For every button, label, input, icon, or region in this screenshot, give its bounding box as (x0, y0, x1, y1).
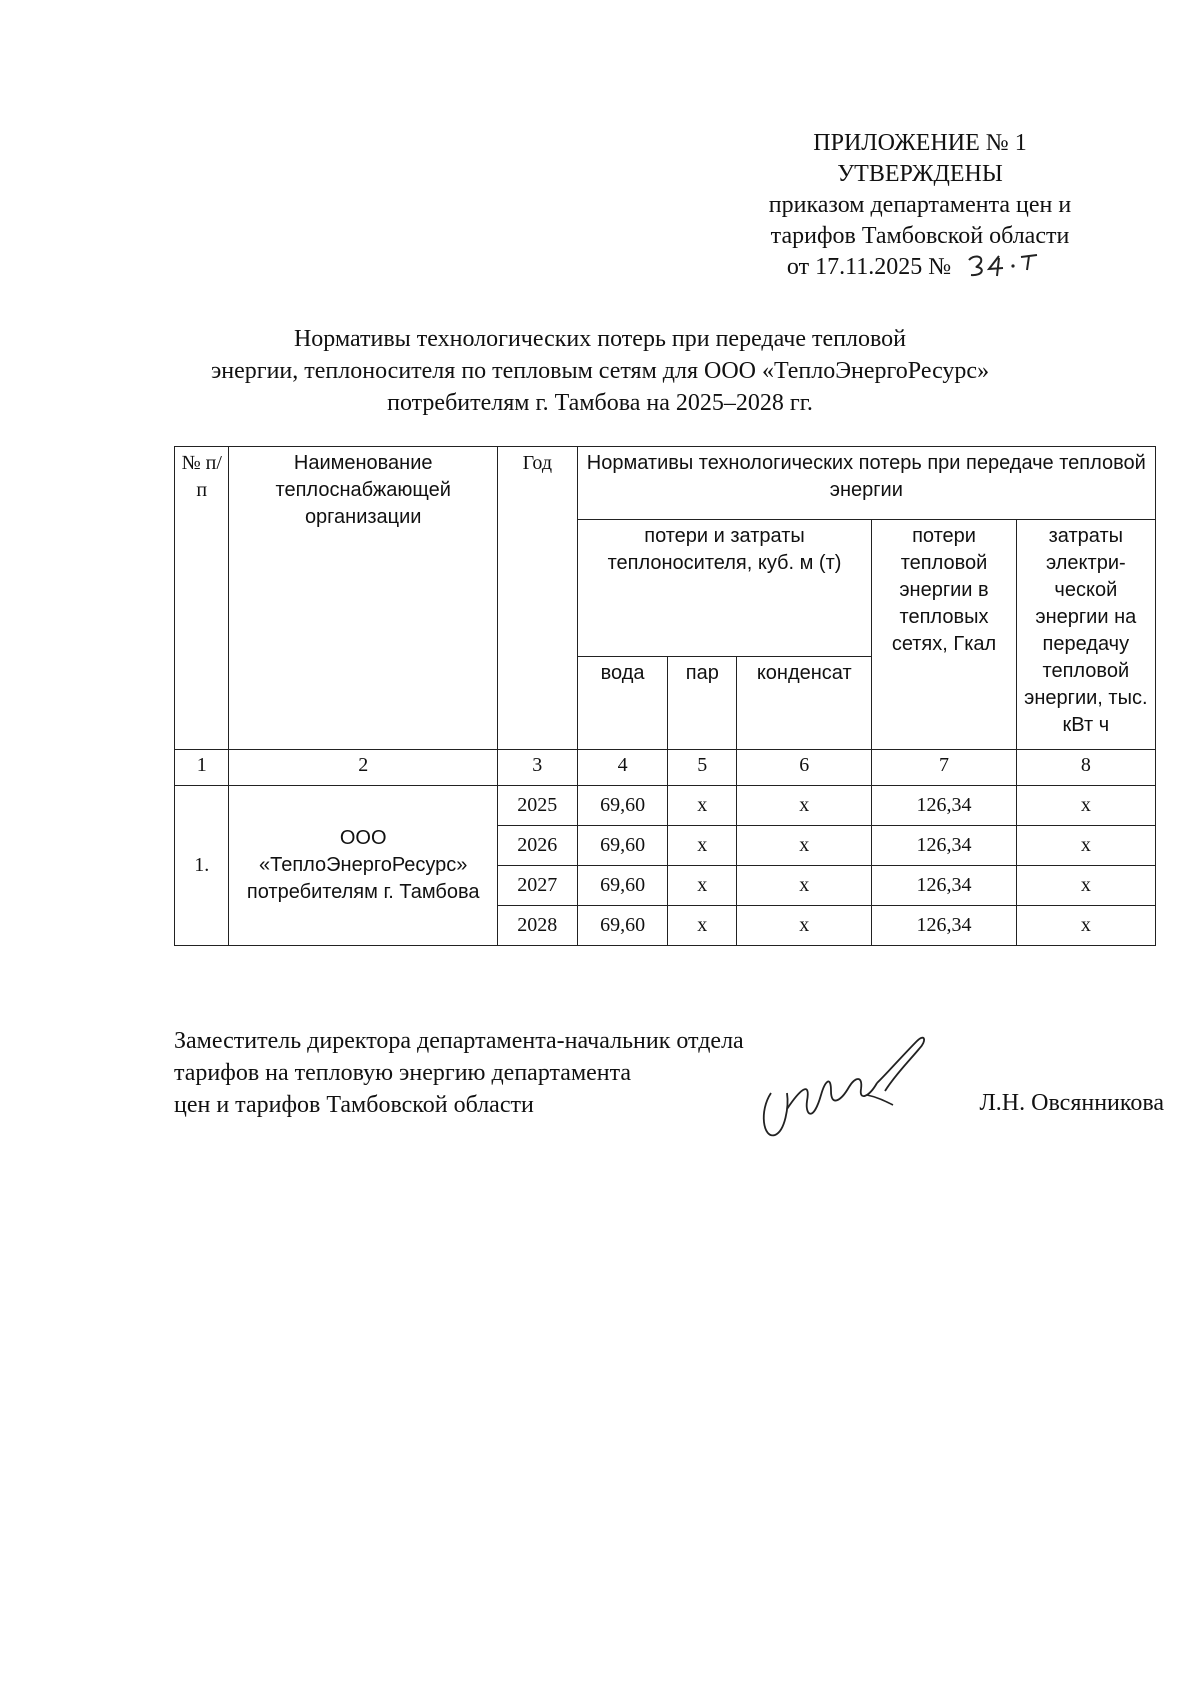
electric-cell: x (1016, 786, 1155, 826)
condensate-cell: x (737, 786, 872, 826)
table-row (175, 786, 1156, 826)
water-cell: 69,60 (577, 906, 668, 946)
condensate-cell: x (737, 866, 872, 906)
entry-number: 1. (175, 786, 229, 946)
order-date-line (700, 252, 1140, 283)
heat-cell: 126,34 (872, 786, 1016, 826)
signer-position-line-3: цен и тарифов Тамбовской области (174, 1092, 534, 1118)
entry-organization: ООО «ТеплоЭнергоРесурс» потребителям г. Тамбова (229, 786, 497, 946)
order-date: от 17.11.2025 № (786, 254, 952, 280)
year-cell: 2026 (497, 826, 577, 866)
column-number: 3 (497, 750, 577, 786)
heat-cell: 126,34 (872, 866, 1016, 906)
title-line-3: потребителям г. Тамбова на 2025–2028 гг. (387, 390, 813, 416)
order-line-1: приказом департамента цен и (768, 192, 1072, 218)
handwritten-signature (749, 1031, 929, 1141)
water-cell: 69,60 (577, 826, 668, 866)
electric-cell: x (1016, 826, 1155, 866)
electric-cell: x (1016, 906, 1155, 946)
year-cell: 2027 (497, 866, 577, 906)
document-title (150, 323, 1050, 419)
header-num: № п/п (175, 447, 229, 750)
condensate-cell: x (737, 906, 872, 946)
heat-cell: 126,34 (872, 826, 1016, 866)
signer-position-line-1: Заместитель директора департамента-начальник отдела (174, 1028, 744, 1054)
steam-cell: x (668, 866, 737, 906)
signature-block (174, 1025, 1164, 1145)
handwritten-order-number (963, 252, 1053, 278)
column-number: 1 (175, 750, 229, 786)
header-norms-group: Нормативы технологических потерь при передаче тепловой энергии (577, 447, 1155, 520)
column-number: 4 (577, 750, 668, 786)
column-number: 6 (737, 750, 872, 786)
title-line-2: энергии, теплоносителя по тепловым сетям для ООО «ТеплоЭнергоРесурс» (210, 358, 990, 384)
norms-table (174, 446, 1156, 946)
condensate-cell: x (737, 826, 872, 866)
column-number: 7 (872, 750, 1016, 786)
year-cell: 2028 (497, 906, 577, 946)
header-water: вода (577, 657, 668, 750)
title-line-1: Нормативы технологических потерь при передаче тепловой (293, 326, 907, 352)
heat-cell: 126,34 (872, 906, 1016, 946)
header-org: Наименование теплоснабжающей организации (229, 447, 497, 750)
steam-cell: x (668, 786, 737, 826)
header-electric-costs: затраты электри-ческой энергии на передачу тепловой энергии, тыс. кВт ч (1016, 520, 1155, 750)
steam-cell: x (668, 906, 737, 946)
year-cell: 2025 (497, 786, 577, 826)
column-number: 5 (668, 750, 737, 786)
approval-header (700, 128, 1140, 283)
water-cell: 69,60 (577, 866, 668, 906)
column-number: 2 (229, 750, 497, 786)
water-cell: 69,60 (577, 786, 668, 826)
order-line-2: тарифов Тамбовской области (770, 223, 1070, 249)
signer-position-line-2: тарифов на тепловую энергию департамента (174, 1060, 632, 1086)
header-heat-losses: потери тепловой энергии в тепловых сетях, Гкал (872, 520, 1016, 750)
column-number: 8 (1016, 750, 1155, 786)
electric-cell: x (1016, 866, 1155, 906)
header-year: Год (497, 447, 577, 750)
approved-label: УТВЕРЖДЕНЫ (837, 161, 1003, 187)
column-number-row (175, 750, 1156, 786)
annex-title: ПРИЛОЖЕНИЕ № 1 (813, 130, 1027, 156)
steam-cell: x (668, 826, 737, 866)
header-steam: пар (668, 657, 737, 750)
header-condensate: конденсат (737, 657, 872, 750)
signer-name: Л.Н. Овсянникова (979, 1090, 1164, 1116)
header-coolant: потери и затраты теплоносителя, куб. м (т) (577, 520, 872, 657)
